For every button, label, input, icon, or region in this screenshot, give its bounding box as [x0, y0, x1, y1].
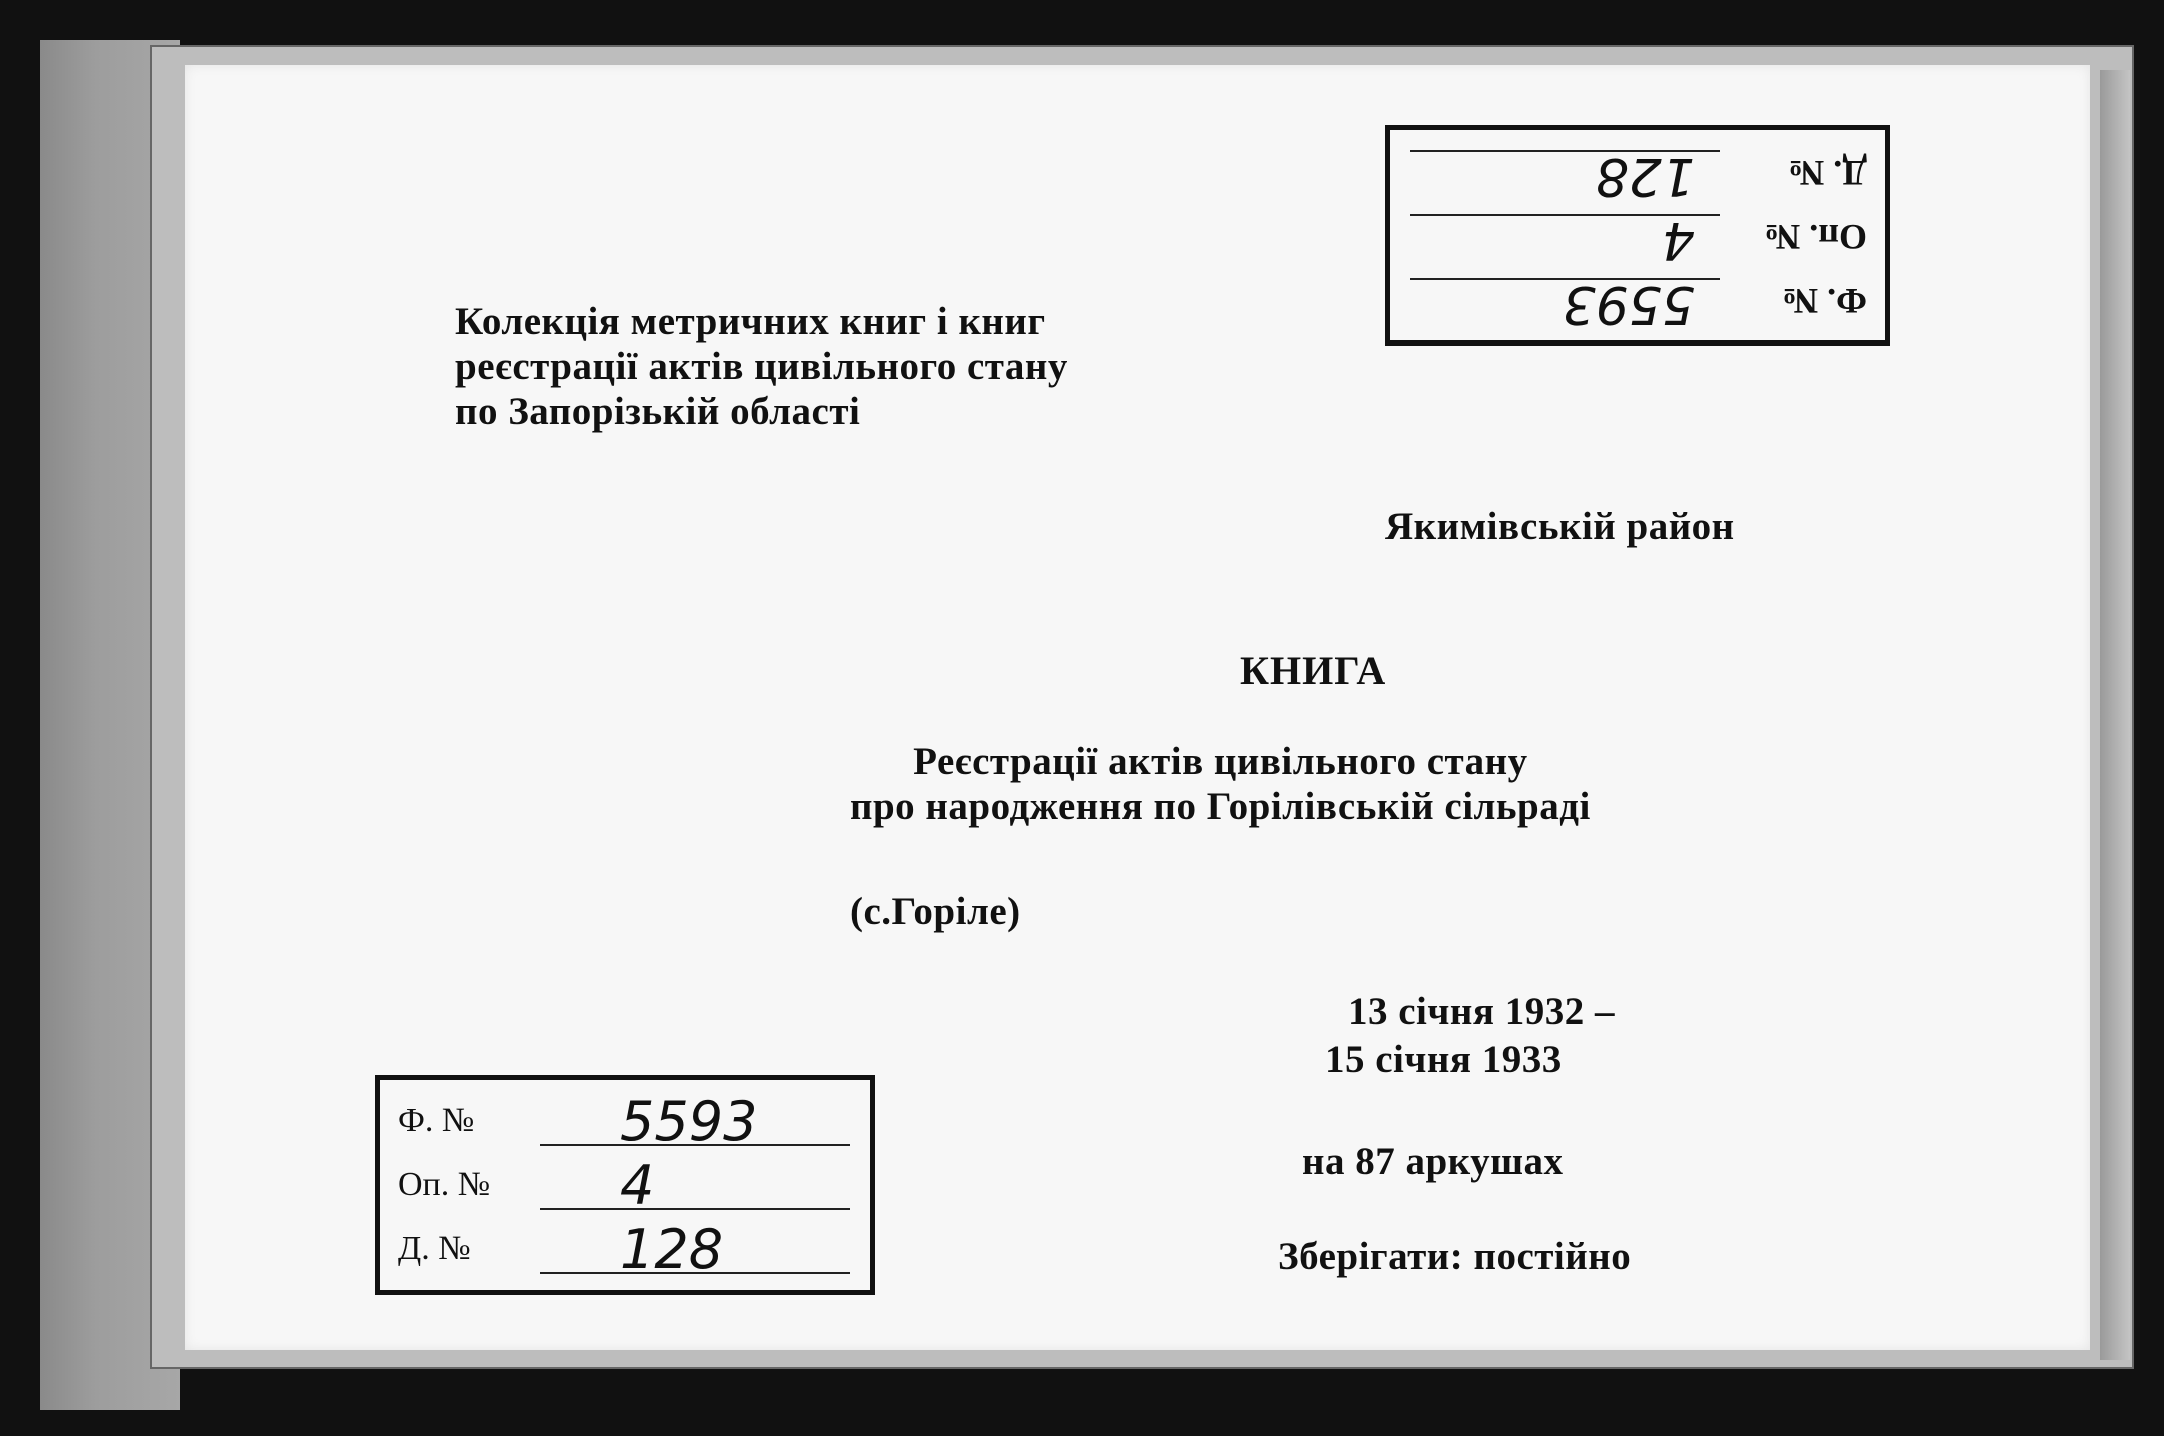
- stamp-opys-label: Оп. №: [1764, 217, 1867, 257]
- stamp-sprava-row: [1390, 142, 1885, 204]
- stamp-line: [1410, 150, 1720, 152]
- stamp-opys-value: 4: [1661, 210, 1695, 270]
- stamp-sprava-label: Д. №: [1788, 153, 1867, 193]
- collection-heading: [455, 300, 1068, 435]
- stamp-line: [540, 1144, 850, 1146]
- stamp-fond-value: 5593: [1562, 274, 1695, 334]
- stamp-fond-value: 5593: [620, 1090, 758, 1153]
- stamp-opys-label: Оп. №: [398, 1166, 491, 1203]
- stamp-sprava-value: 128: [620, 1218, 724, 1281]
- archive-stamp-top: [1385, 125, 1890, 346]
- stamp-fond-row: [1390, 270, 1885, 332]
- stamp-line: [1410, 278, 1720, 280]
- date-from: 13 січня 1932 –: [1348, 990, 1615, 1033]
- sheet-count: на 87 аркушах: [1302, 1140, 1564, 1183]
- district-name: Якимівській район: [1385, 505, 1735, 548]
- archive-stamp-bottom: [375, 1075, 875, 1295]
- date-to: 15 січня 1933: [1325, 1038, 1562, 1081]
- collection-line-2: реєстрації актів цивільного стану: [455, 344, 1068, 388]
- retention-note: Зберігати: постійно: [1278, 1235, 1632, 1278]
- stamp-sprava-label: Д. №: [398, 1230, 471, 1267]
- stamp-opys-row: [380, 1156, 870, 1218]
- book-subtitle: [850, 740, 1591, 830]
- subtitle-line-1: Реєстрації актів цивільного стану: [913, 740, 1528, 783]
- stamp-sprava-value: 128: [1595, 146, 1695, 206]
- stamp-fond-row: [380, 1092, 870, 1154]
- stamp-line: [540, 1208, 850, 1210]
- stamp-line: [1410, 214, 1720, 216]
- stamp-fond-label: Ф. №: [398, 1102, 475, 1139]
- stamp-fond-label: Ф. №: [1781, 281, 1867, 321]
- collection-line-1: Колекція метричних книг і книг: [455, 300, 1046, 343]
- page-edge: [2100, 70, 2130, 1360]
- book-title: КНИГА: [1240, 648, 1387, 693]
- stamp-sprava-row: [380, 1220, 870, 1282]
- collection-line-3: по Запорізькій області: [455, 389, 861, 433]
- stamp-line: [540, 1272, 850, 1274]
- subtitle-line-2: про народження по Горілівській сільраді: [850, 784, 1591, 828]
- stamp-opys-row: [1390, 206, 1885, 268]
- village-name: (с.Горіле): [850, 890, 1021, 933]
- stamp-opys-value: 4: [620, 1154, 655, 1217]
